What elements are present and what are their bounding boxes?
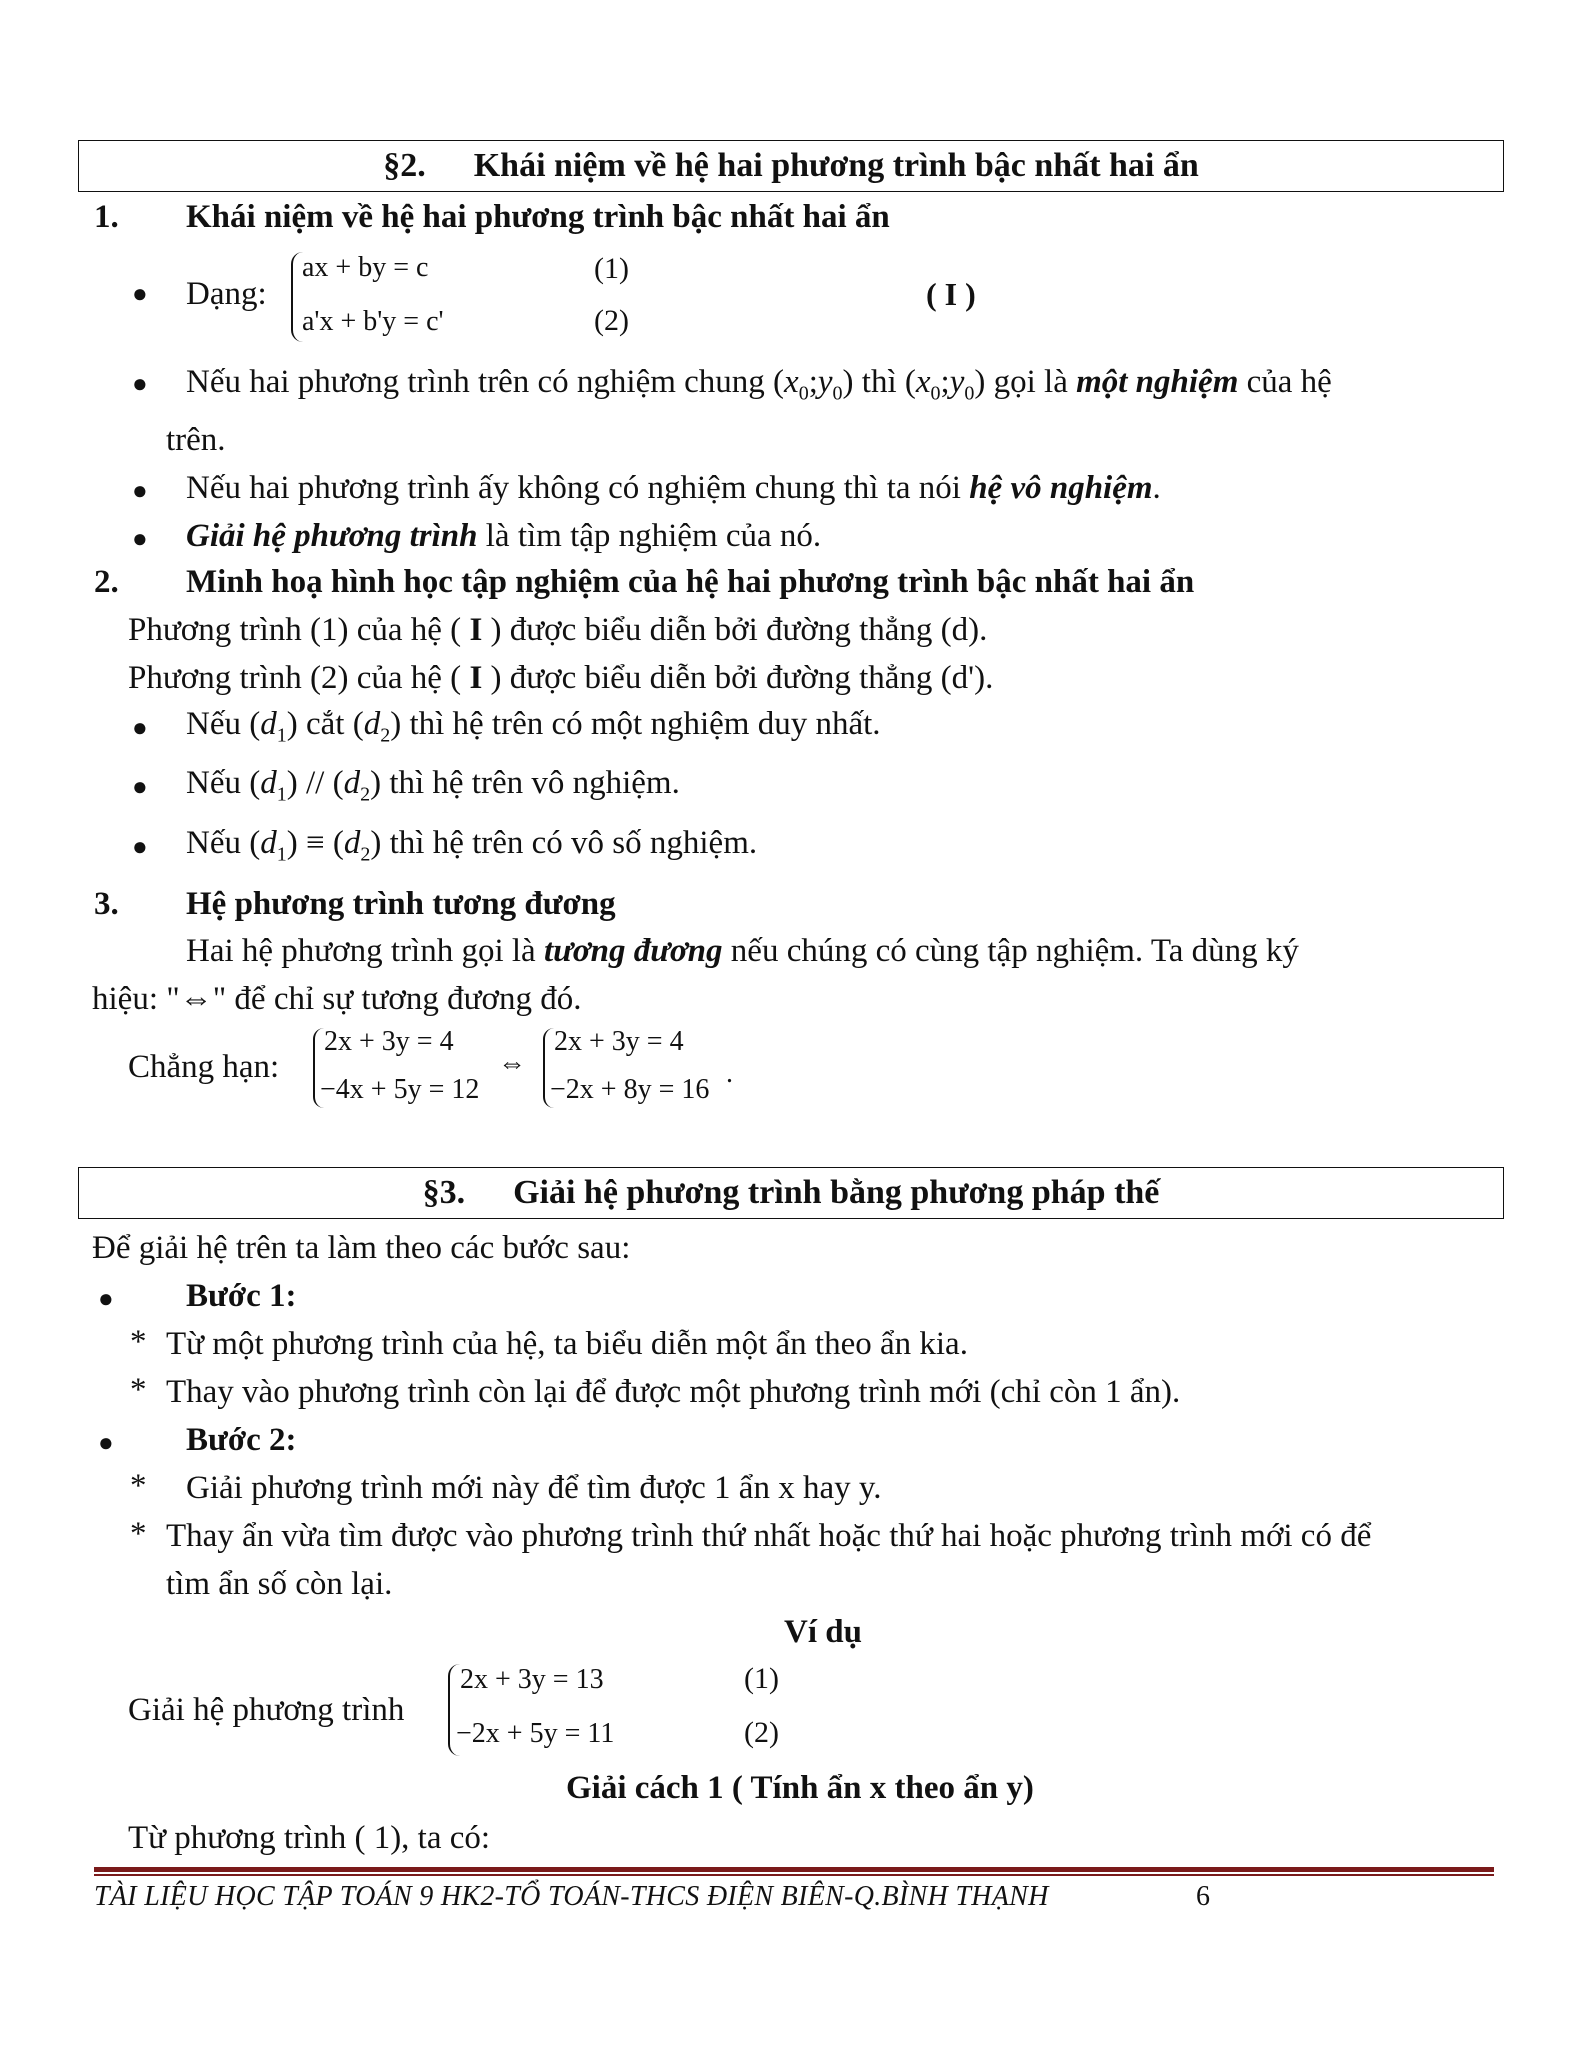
bullet-icon: ●: [98, 1284, 114, 1313]
example-right-eq-2: −2x + 8y = 16: [550, 1074, 710, 1105]
example-eq-2: −2x + 5y = 11: [456, 1718, 615, 1749]
equation-tag-1: (1): [594, 252, 629, 285]
subsection-heading: Minh hoạ hình học tập nghiệm của hệ hai phương trình bậc nhất hai ẩn: [186, 564, 1195, 600]
equation-1: ax + by = c: [302, 252, 429, 283]
item-number: 1.: [94, 199, 119, 235]
common-solution-continued: trên.: [166, 422, 226, 458]
star-icon: *: [130, 1468, 147, 1504]
item-number: 2.: [94, 564, 119, 600]
line-d-text: Phương trình (1) của hệ ( I ) được biểu diễn bởi đường thẳng (d).: [128, 612, 988, 648]
section-2-header: [78, 140, 1504, 192]
step-1-a: Từ một phương trình của hệ, ta biểu diễn một ẩn theo ẩn kia.: [166, 1326, 968, 1362]
star-icon: *: [130, 1516, 147, 1552]
parallel-case-text: Nếu $(d_1) // (d_2)$ thì hệ trên vô nghiệm.: [186, 765, 680, 806]
example-eq-1: 2x + 3y = 13: [460, 1664, 604, 1695]
equivalence-symbol: ⇔: [498, 1048, 526, 1079]
intersect-case-text: Nếu $(d_1)$ cắt $(d_2)$ thì hệ trên có một nghiệm duy nhất.: [186, 706, 881, 747]
section-number: §2.: [383, 147, 426, 184]
example-left-eq-1: 2x + 3y = 4: [324, 1026, 454, 1057]
step-2-heading: Bước 2:: [186, 1422, 297, 1458]
equation-2: a'x + b'y = c': [302, 306, 444, 337]
example-tag-2: (2): [744, 1716, 779, 1749]
subsection-heading: Hệ phương trình tương đương: [186, 886, 616, 922]
footer-text: TÀI LIỆU HỌC TẬP TOÁN 9 HK2-TỔ TOÁN-THCS ĐIỆN BIÊN-Q.BÌNH THẠNH: [94, 1881, 1049, 1912]
bullet-icon: ●: [132, 772, 148, 801]
bullet-icon: ●: [132, 279, 148, 308]
period: .: [726, 1058, 733, 1089]
bullet-icon: ●: [132, 713, 148, 742]
star-icon: *: [130, 1372, 147, 1408]
example-label: Chẳng hạn:: [128, 1049, 280, 1085]
step-1-heading: Bước 1:: [186, 1278, 297, 1314]
example-title: Ví dụ: [784, 1614, 862, 1650]
section-number: §3.: [422, 1174, 466, 1211]
example-left-eq-2: −4x + 5y = 12: [320, 1074, 480, 1105]
step-2-b: Thay ẩn vừa tìm được vào phương trình thứ nhất hoặc thứ hai hoặc phương trình mới có để: [166, 1518, 1372, 1554]
subsection-heading: Khái niệm về hệ hai phương trình bậc nhất hai ẩn: [186, 199, 890, 235]
section-title: Khái niệm về hệ hai phương trình bậc nhất hai ẩn: [473, 147, 1199, 184]
equation-tag-2: (2): [594, 304, 629, 337]
example-right-eq-1: 2x + 3y = 4: [554, 1026, 684, 1057]
step-2-a: Giải phương trình mới này để tìm được 1 ẩn x hay y.: [186, 1470, 882, 1506]
item-number: 3.: [94, 886, 119, 922]
solution-title: Giải cách 1 ( Tính ẩn x theo ẩn y): [566, 1770, 1034, 1806]
page-number: 6: [1196, 1881, 1210, 1912]
system-label: ( I ): [926, 276, 976, 312]
footer-rule: [94, 1867, 1494, 1872]
equivalence-text: Hai hệ phương trình gọi là tương đương nếu chúng có cùng tập nghiệm. Ta dùng ký: [186, 933, 1299, 969]
method-intro: Để giải hệ trên ta làm theo các bước sau:: [92, 1230, 631, 1266]
section-title: Giải hệ phương trình bằng phương pháp thế: [513, 1174, 1160, 1211]
bullet-icon: ●: [132, 369, 148, 398]
form-label: Dạng:: [186, 276, 267, 312]
common-solution-text: Nếu hai phương trình trên có nghiệm chung $(x_0;y_0)$ thì $(x_0;y_0)$ gọi là một nghiệm của hệ: [186, 364, 1332, 405]
bullet-icon: ●: [132, 832, 148, 861]
step-1-b: Thay vào phương trình còn lại để được một phương trình mới (chỉ còn 1 ẩn).: [166, 1374, 1181, 1410]
example-tag-1: (1): [744, 1662, 779, 1695]
equivalence-text-continued: hiệu: "⇔" để chỉ sự tương đương đó.: [92, 981, 582, 1017]
footer-rule: [94, 1874, 1494, 1876]
solution-start: Từ phương trình ( 1), ta có:: [128, 1820, 491, 1856]
example-prompt: Giải hệ phương trình: [128, 1692, 405, 1728]
coincident-case-text: Nếu $(d_1) \equiv (d_2)$ thì hệ trên có vô số nghiệm.: [186, 825, 758, 866]
star-icon: *: [130, 1324, 147, 1360]
step-2-b-continued: tìm ẩn số còn lại.: [166, 1566, 393, 1602]
no-solution-text: Nếu hai phương trình ấy không có nghiệm chung thì ta nói hệ vô nghiệm.: [186, 470, 1161, 506]
solve-definition-text: Giải hệ phương trình là tìm tập nghiệm của nó.: [186, 518, 822, 554]
section-3-header: [78, 1167, 1504, 1219]
bullet-icon: ●: [98, 1428, 114, 1457]
line-d-prime-text: Phương trình (2) của hệ ( I ) được biểu diễn bởi đường thẳng (d').: [128, 660, 994, 696]
bullet-icon: ●: [132, 476, 148, 505]
bullet-icon: ●: [132, 524, 148, 553]
